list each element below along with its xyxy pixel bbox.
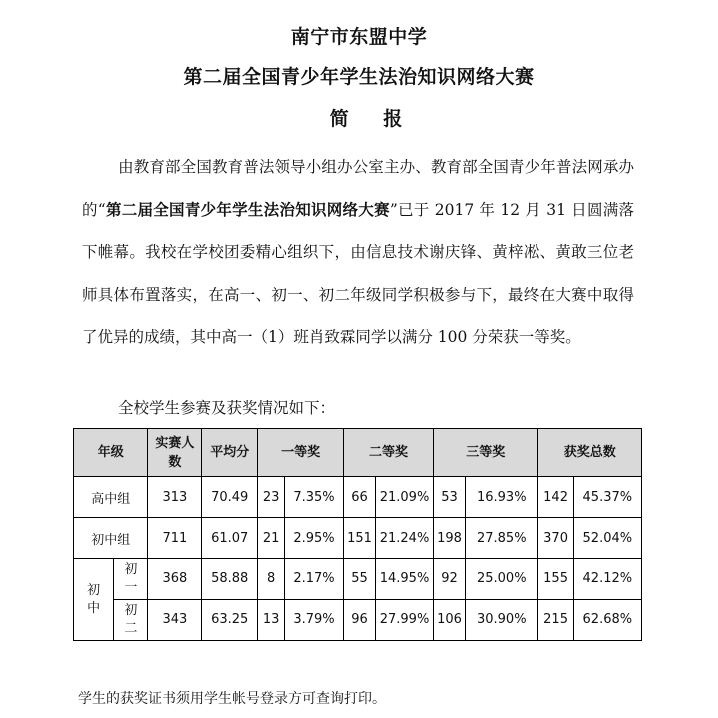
header-second-prize: 二等奖 <box>344 429 434 477</box>
header-average: 平均分 <box>202 429 258 477</box>
cell-first-pct: 3.79% <box>285 600 344 641</box>
cell-third-pct: 27.85% <box>466 518 538 559</box>
cell-second-pct: 21.09% <box>376 477 434 518</box>
cell-second-count: 66 <box>344 477 376 518</box>
contest-title: 第二届全国青少年学生法治知识网络大赛 <box>183 66 535 88</box>
table-row <box>74 600 642 641</box>
row-label: 初 二 <box>114 600 148 641</box>
header-total-awards: 获奖总数 <box>538 429 642 477</box>
cell-second-pct: 27.99% <box>376 600 434 641</box>
cell-total-count: 142 <box>538 477 573 518</box>
cell-count: 313 <box>148 477 202 518</box>
cell-first-count: 8 <box>258 559 285 600</box>
cell-second-count: 55 <box>344 559 376 600</box>
cell-total-pct: 45.37% <box>573 477 641 518</box>
table-row <box>74 559 642 600</box>
cell-first-pct: 2.17% <box>285 559 344 600</box>
cell-total-pct: 62.68% <box>573 600 641 641</box>
table-intro: 全校学生参赛及获奖情况如下： <box>118 399 336 417</box>
footer-note: 学生的获奖证书须用学生帐号登录方可查询打印。 <box>78 691 386 707</box>
cell-total-count: 155 <box>538 559 573 600</box>
cell-second-count: 96 <box>344 600 376 641</box>
cell-third-count: 198 <box>434 518 466 559</box>
group-label: 初 中 <box>74 559 114 641</box>
body-paragraph <box>82 146 634 359</box>
cell-count: 368 <box>148 559 202 600</box>
cell-average: 63.25 <box>202 600 258 641</box>
cell-total-pct: 52.04% <box>573 518 641 559</box>
cell-first-count: 21 <box>258 518 285 559</box>
row-label: 高中组 <box>74 477 148 518</box>
cell-third-count: 53 <box>434 477 466 518</box>
doc-type-title: 简 报 <box>329 108 417 130</box>
cell-third-count: 106 <box>434 600 466 641</box>
body-segment-2: ”已于 2017 年 12 月 31 日圆满落下帷幕。我校在学校团委精心组织下，由信息技术谢庆锋、黄梓凇、黄敢三位老师具体布置落实，在高一、初一、初二年级同学积极参与下，最终在大赛中取得了优异的成绩，其中高一（1）班肖致霖同学以满分 100 分荣获一等奖。 <box>82 200 634 346</box>
body-segment-1: 由教育部全国教育普法领导小组办公室主办、教育部全国青少年普法网承办的“ <box>82 158 634 219</box>
table-row <box>74 477 642 518</box>
cell-total-pct: 42.12% <box>573 559 641 600</box>
header-grade: 年级 <box>74 429 148 477</box>
header-third-prize: 三等奖 <box>434 429 538 477</box>
cell-second-pct: 14.95% <box>376 559 434 600</box>
award-table <box>73 428 642 641</box>
row-label: 初 一 <box>114 559 148 600</box>
cell-third-pct: 16.93% <box>466 477 538 518</box>
cell-count: 343 <box>148 600 202 641</box>
school-name: 南宁市东盟中学 <box>290 26 428 48</box>
cell-first-pct: 7.35% <box>285 477 344 518</box>
cell-first-count: 23 <box>258 477 285 518</box>
cell-total-count: 370 <box>538 518 573 559</box>
cell-count: 711 <box>148 518 202 559</box>
cell-average: 70.49 <box>202 477 258 518</box>
cell-second-count: 151 <box>344 518 376 559</box>
cell-average: 58.88 <box>202 559 258 600</box>
cell-first-pct: 2.95% <box>285 518 344 559</box>
table-header-row <box>74 429 642 477</box>
cell-third-count: 92 <box>434 559 466 600</box>
row-label: 初中组 <box>74 518 148 559</box>
header-participants: 实赛人数 <box>148 429 202 477</box>
body-contest-name: 第二届全国青少年学生法治知识网络大赛 <box>105 200 390 219</box>
table-row <box>74 518 642 559</box>
cell-total-count: 215 <box>538 600 573 641</box>
header-first-prize: 一等奖 <box>258 429 344 477</box>
cell-third-pct: 25.00% <box>466 559 538 600</box>
cell-third-pct: 30.90% <box>466 600 538 641</box>
cell-first-count: 13 <box>258 600 285 641</box>
cell-second-pct: 21.24% <box>376 518 434 559</box>
cell-average: 61.07 <box>202 518 258 559</box>
